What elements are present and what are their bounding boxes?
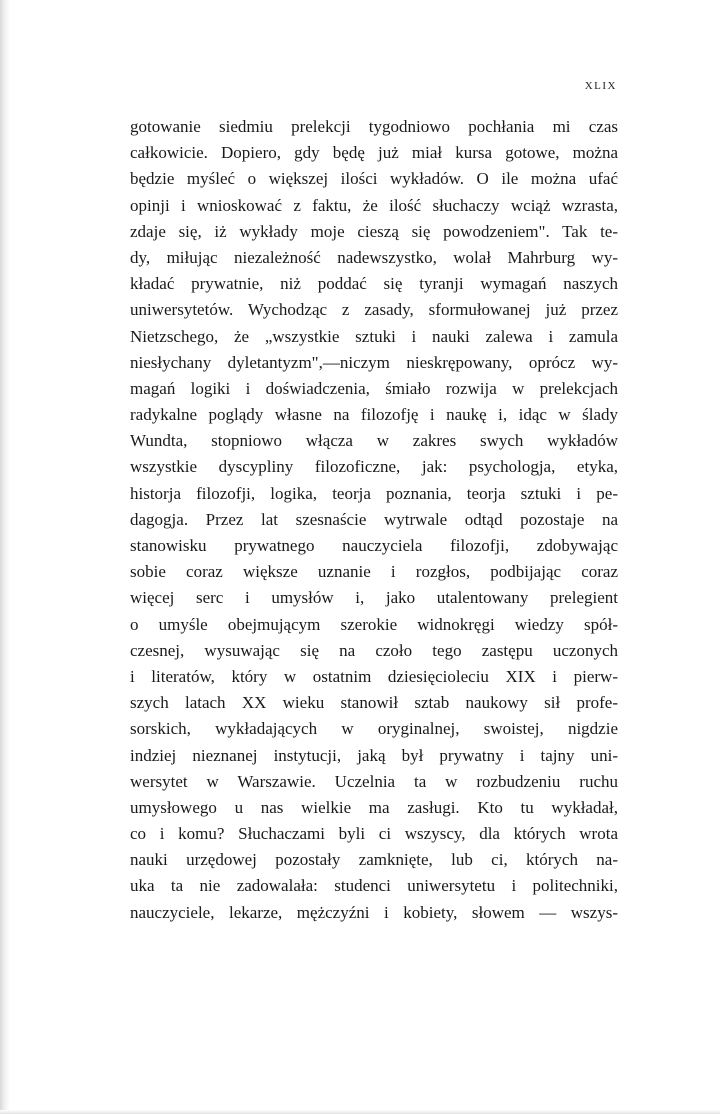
text-line: szych latach XX wieku stanowił sztab naukowy sił profe-	[130, 693, 618, 713]
text-line: wersytet w Warszawie. Uczelnia ta w rozbudzeniu ruchu	[130, 771, 618, 791]
page-number: XLIX	[584, 80, 617, 92]
page-binding-edge	[0, 0, 10, 1114]
text-line: historja filozofji, logika, teorja poznania, teorja sztuki i pe-	[130, 483, 618, 503]
text-line: nauki urzędowej pozostały zamknięte, lub ci, których na-	[130, 850, 618, 870]
text-line: magań logiki i doświadczenia, śmiało rozwija w prelekcjach	[130, 378, 618, 398]
text-line: będzie myśleć o większej ilości wykładów. O ile można ufać	[130, 169, 618, 189]
text-line: więcej serc i umysłów i, jako utalentowany prelegient	[130, 588, 618, 608]
text-line: całkowicie. Dopiero, gdy będę już miał kursa gotowe, można	[130, 143, 618, 163]
text-line: opinji i wnioskować z faktu, że ilość słuchaczy wciąż wzrasta,	[130, 195, 618, 215]
page-bottom-edge	[0, 1110, 720, 1114]
text-line: dagogja. Przez lat szesnaście wytrwale odtąd pozostaje na	[130, 509, 618, 529]
text-line: kładać prywatnie, niż poddać się tyranji wymagań naszych	[130, 274, 618, 294]
text-line: dy, miłując niezależność nadewszystko, wolał Mahrburg wy-	[130, 247, 618, 267]
text-line: radykalne poglądy własne na filozofję i naukę i, idąc w ślady	[130, 405, 618, 425]
text-line: i literatów, który w ostatnim dziesięcioleciu XIX i pierw-	[130, 666, 618, 686]
text-line: uniwersytetów. Wychodząc z zasady, sformułowanej już przez	[130, 300, 618, 320]
text-line: indziej nieznanej instytucji, jaką był prywatny i tajny uni-	[130, 745, 618, 765]
text-line: co i komu? Słuchaczami byli ci wszyscy, dla których wrota	[130, 824, 618, 844]
text-line: czesnej, wysuwając się na czoło tego zastępu uczonych	[130, 640, 618, 660]
text-line: stanowisku prywatnego nauczyciela filozofji, zdobywając	[130, 536, 618, 555]
text-line: nauczyciele, lekarze, mężczyźni i kobiety, słowem — wszys-	[130, 902, 618, 922]
text-line: uka ta nie zadowalała: studenci uniwersytetu i politechniki,	[130, 876, 618, 896]
text-line: sorskich, wykładających w oryginalnej, swoistej, nigdzie	[130, 719, 618, 739]
text-line: niesłychany dyletantyzm",—niczym nieskrępowany, oprócz wy-	[130, 352, 618, 372]
text-line: gotowanie siedmiu prelekcji tygodniowo pochłania mi czas	[130, 117, 618, 136]
text-line: Nietzschego, że „wszystkie sztuki i nauki zalewa i zamula	[130, 326, 618, 346]
text-line: Wundta, stopniowo włącza w zakres swych wykładów	[130, 431, 618, 451]
body-text	[130, 114, 618, 926]
text-line: wszystkie dyscypliny filozoficzne, jak: psychologja, etyka,	[130, 457, 618, 477]
text-line: zdaje się, iż wykłady moje cieszą się powodzeniem". Tak te-	[130, 221, 618, 241]
text-line: sobie coraz większe uznanie i rozgłos, podbijając coraz	[130, 562, 618, 582]
text-line: umysłowego u nas wielkie ma zasługi. Kto tu wykładał,	[130, 797, 618, 817]
text-line: o umyśle obejmującym szerokie widnokręgi wiedzy spół-	[130, 614, 618, 634]
